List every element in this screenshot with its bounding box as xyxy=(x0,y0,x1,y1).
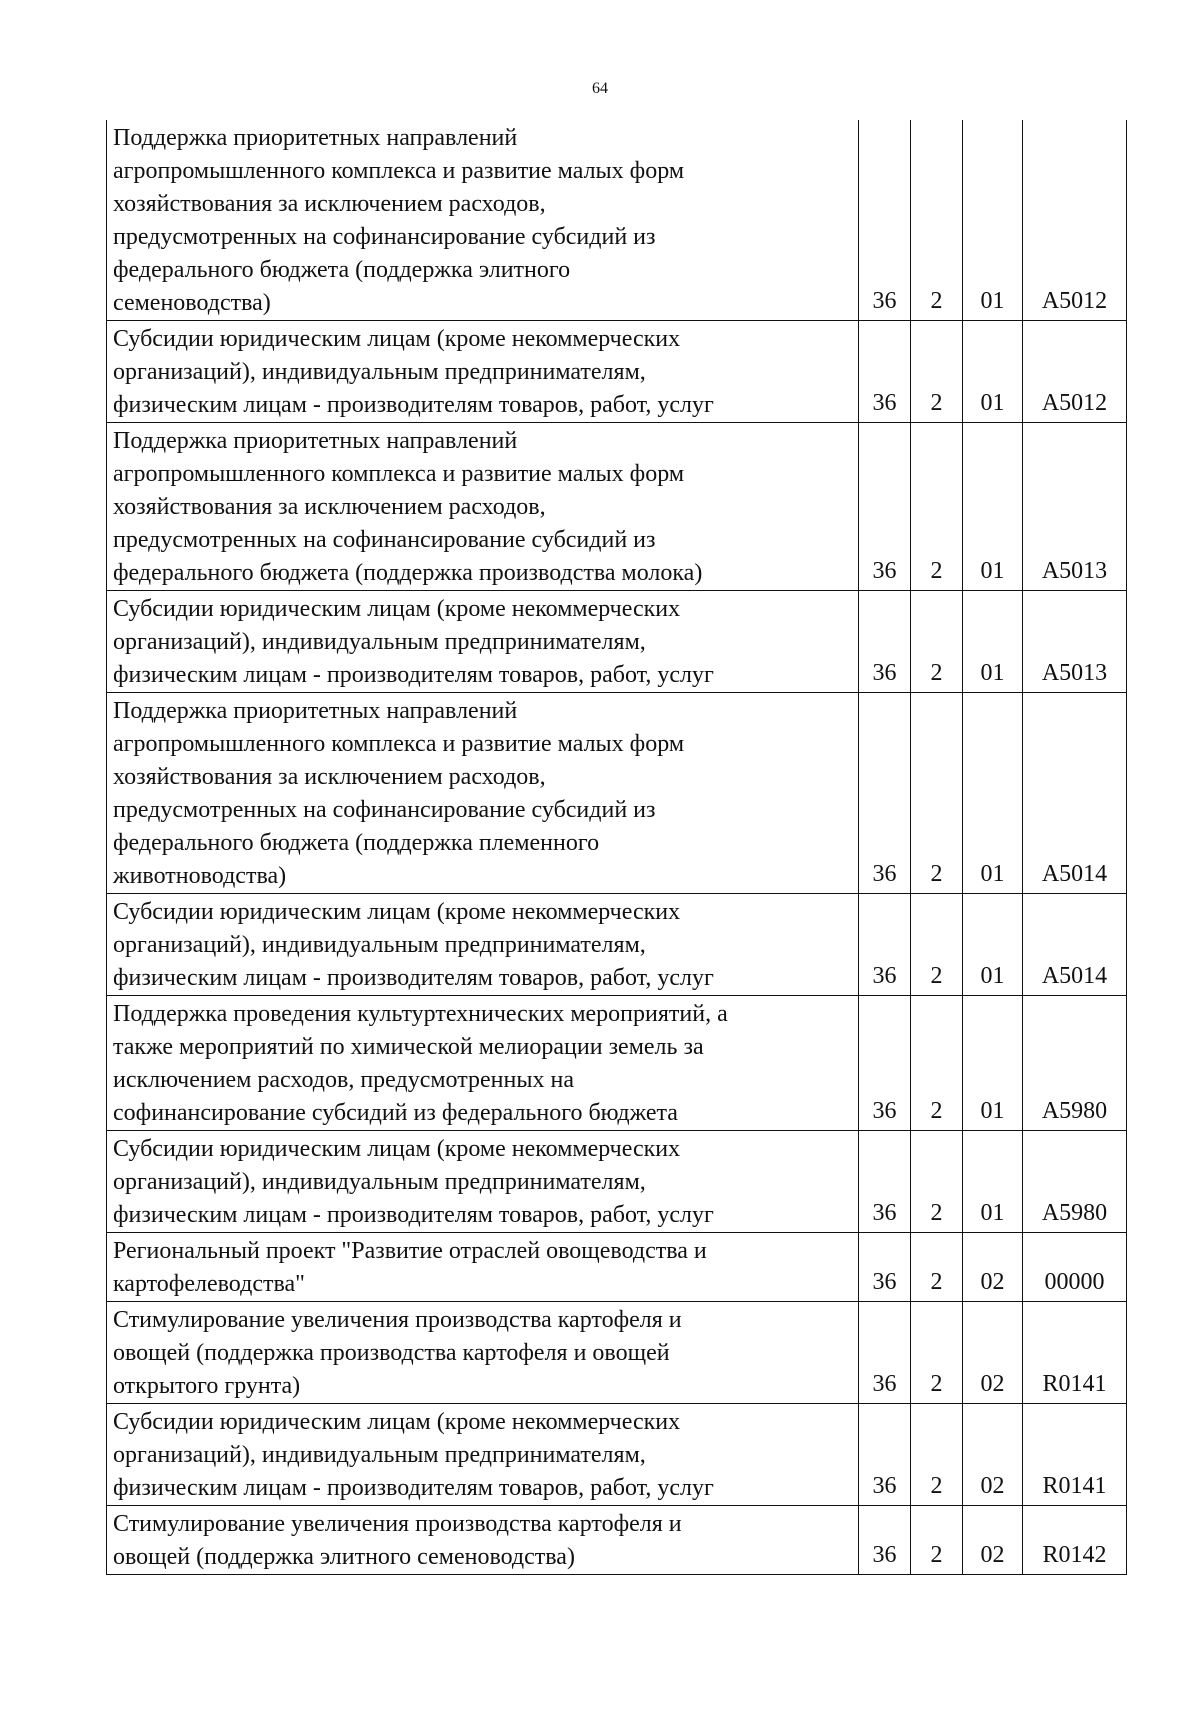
row-description: Поддержка приоритетных направлений агропромышленного комплекса и развитие малых форм хозяйствования за исключением расходов, предусмотренных на софинансирование субсидий из федерального бюджета (поддержка производства молока) xyxy=(107,423,859,591)
row-program-code: 02 xyxy=(963,1233,1023,1302)
row-expense-code: A5014 xyxy=(1023,693,1127,894)
row-expense-code: 00000 xyxy=(1023,1233,1127,1302)
row-description: Поддержка приоритетных направлений агропромышленного комплекса и развитие малых форм хозяйствования за исключением расходов, предусмотренных на софинансирование субсидий из федерального бюджета (поддержка племенного животноводства) xyxy=(107,693,859,894)
row-description: Субсидии юридическим лицам (кроме некоммерческих организаций), индивидуальным предпринимателям, физическим лицам - производителям товаров, работ, услуг xyxy=(107,894,859,996)
row-subsection-code: 2 xyxy=(911,120,963,321)
row-subsection-code: 2 xyxy=(911,321,963,423)
row-section-code: 36 xyxy=(859,693,911,894)
table-row xyxy=(107,321,1127,423)
row-section-code: 36 xyxy=(859,591,911,693)
row-subsection-code: 2 xyxy=(911,693,963,894)
row-subsection-code: 2 xyxy=(911,1233,963,1302)
row-program-code: 02 xyxy=(963,1302,1023,1404)
table-row xyxy=(107,423,1127,591)
row-section-code: 36 xyxy=(859,321,911,423)
row-expense-code: A5012 xyxy=(1023,321,1127,423)
row-description: Поддержка приоритетных направлений агропромышленного комплекса и развитие малых форм хозяйствования за исключением расходов, предусмотренных на софинансирование субсидий из федерального бюджета (поддержка элитного семеноводства) xyxy=(107,120,859,321)
table-row xyxy=(107,591,1127,693)
row-expense-code: A5980 xyxy=(1023,1131,1127,1233)
row-subsection-code: 2 xyxy=(911,423,963,591)
row-section-code: 36 xyxy=(859,1404,911,1506)
row-section-code: 36 xyxy=(859,1233,911,1302)
row-section-code: 36 xyxy=(859,1302,911,1404)
row-program-code: 01 xyxy=(963,1131,1023,1233)
table-row xyxy=(107,996,1127,1131)
row-description: Стимулирование увеличения производства картофеля и овощей (поддержка производства картофеля и овощей открытого грунта) xyxy=(107,1302,859,1404)
page-number: 64 xyxy=(592,80,608,97)
row-expense-code: A5014 xyxy=(1023,894,1127,996)
table-row xyxy=(107,1506,1127,1575)
row-subsection-code: 2 xyxy=(911,1302,963,1404)
row-program-code: 01 xyxy=(963,894,1023,996)
row-description: Субсидии юридическим лицам (кроме некоммерческих организаций), индивидуальным предпринимателям, физическим лицам - производителям товаров, работ, услуг xyxy=(107,1131,859,1233)
row-program-code: 01 xyxy=(963,693,1023,894)
budget-table-container xyxy=(106,120,1126,1575)
budget-table-body xyxy=(107,120,1127,1575)
row-expense-code: A5013 xyxy=(1023,423,1127,591)
row-subsection-code: 2 xyxy=(911,1506,963,1575)
row-expense-code: A5013 xyxy=(1023,591,1127,693)
row-description: Субсидии юридическим лицам (кроме некоммерческих организаций), индивидуальным предпринимателям, физическим лицам - производителям товаров, работ, услуг xyxy=(107,321,859,423)
row-expense-code: R0141 xyxy=(1023,1404,1127,1506)
row-program-code: 01 xyxy=(963,321,1023,423)
row-section-code: 36 xyxy=(859,423,911,591)
row-section-code: 36 xyxy=(859,1131,911,1233)
row-section-code: 36 xyxy=(859,894,911,996)
budget-table xyxy=(106,120,1127,1575)
row-section-code: 36 xyxy=(859,996,911,1131)
row-description: Субсидии юридическим лицам (кроме некоммерческих организаций), индивидуальным предпринимателям, физическим лицам - производителям товаров, работ, услуг xyxy=(107,1404,859,1506)
row-description: Субсидии юридическим лицам (кроме некоммерческих организаций), индивидуальным предпринимателям, физическим лицам - производителям товаров, работ, услуг xyxy=(107,591,859,693)
row-expense-code: A5980 xyxy=(1023,996,1127,1131)
row-subsection-code: 2 xyxy=(911,1404,963,1506)
table-row xyxy=(107,1404,1127,1506)
row-subsection-code: 2 xyxy=(911,996,963,1131)
row-program-code: 01 xyxy=(963,591,1023,693)
row-expense-code: A5012 xyxy=(1023,120,1127,321)
row-program-code: 01 xyxy=(963,423,1023,591)
row-subsection-code: 2 xyxy=(911,591,963,693)
table-row xyxy=(107,1131,1127,1233)
table-row xyxy=(107,1233,1127,1302)
row-program-code: 01 xyxy=(963,120,1023,321)
table-row xyxy=(107,693,1127,894)
table-row xyxy=(107,894,1127,996)
row-subsection-code: 2 xyxy=(911,1131,963,1233)
row-description: Поддержка проведения культуртехнических мероприятий, а также мероприятий по химической мелиорации земель за исключением расходов, предусмотренных на софинансирование субсидий из федерального бюджета xyxy=(107,996,859,1131)
row-description: Стимулирование увеличения производства картофеля и овощей (поддержка элитного семеноводства) xyxy=(107,1506,859,1575)
row-program-code: 02 xyxy=(963,1506,1023,1575)
row-expense-code: R0142 xyxy=(1023,1506,1127,1575)
row-section-code: 36 xyxy=(859,1506,911,1575)
row-subsection-code: 2 xyxy=(911,894,963,996)
row-program-code: 01 xyxy=(963,996,1023,1131)
table-row xyxy=(107,120,1127,321)
row-section-code: 36 xyxy=(859,120,911,321)
row-program-code: 02 xyxy=(963,1404,1023,1506)
row-description: Региональный проект "Развитие отраслей овощеводства и картофелеводства" xyxy=(107,1233,859,1302)
table-row xyxy=(107,1302,1127,1404)
row-expense-code: R0141 xyxy=(1023,1302,1127,1404)
